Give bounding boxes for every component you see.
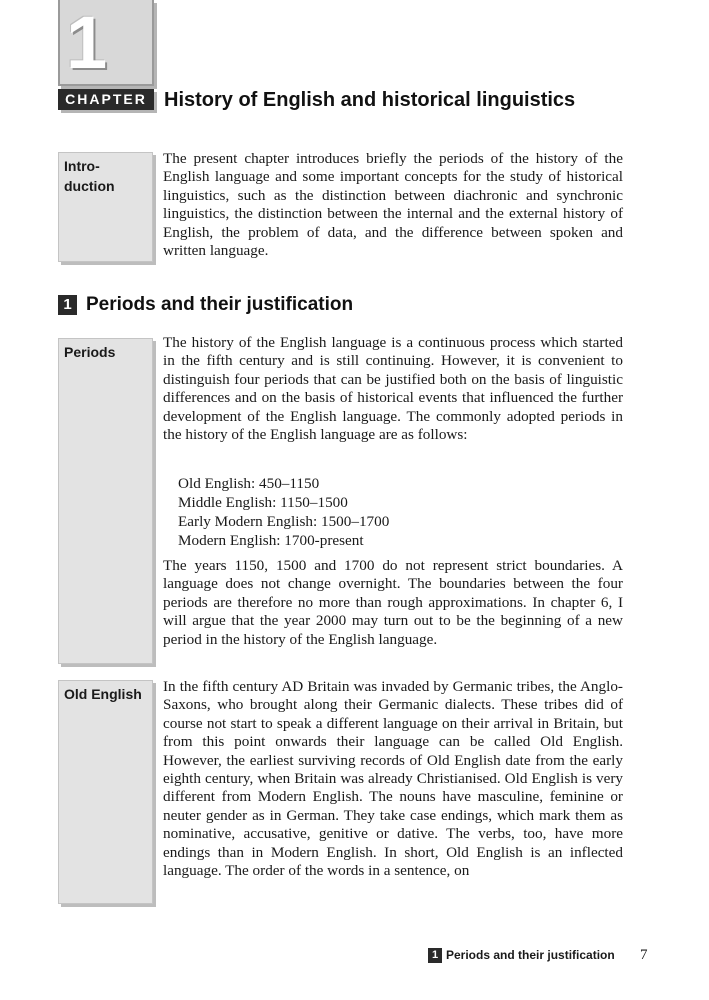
old-english-paragraph: In the fifth century AD Britain was invaded by Germanic tribes, the Anglo-Saxons, who brought along their Germanic dialects. These tribes did of course not start to speak a different language on their arrival in Britain, but from this point onwards their language can be called Old English. However, the earliest surviving records of Old English date from the early eighth century, when Britain was already Christianised. Old English is very different from Modern English. The nouns have masculine, feminine or neuter gender as in German. They take case endings, which mark them as nominative, accusative, genitive or dative. The verbs, too, have more endings than in Modern English. In short, Old English is an inflected language. The order of the words in a sentence, on [163, 678, 623, 880]
old-english-side-box [58, 680, 153, 904]
section-title: Periods and their justification [86, 294, 354, 315]
periods-side-box [58, 338, 153, 664]
chapter-number: 1 [66, 1, 108, 84]
period-list [178, 474, 478, 550]
periods-paragraph-1: The history of the English language is a continuous process which started in the fifth century and is still continuing. However, it is convenient to distinguish four periods that can be justified both on the basis of linguistic differences and on the basis of historical events that influenced the further development of the English language. The commonly adopted periods in the history of the English language are as follows: [163, 334, 623, 444]
section-heading [58, 293, 353, 317]
chapter-label: CHAPTER [58, 89, 154, 110]
period-list-item: Middle English: 1150–1500 [178, 494, 348, 511]
periods-paragraph-2: The years 1150, 1500 and 1700 do not represent strict boundaries. A language does not change overnight. The boundaries between the four periods are therefore no more than rough approximations. In chapter 6, I will argue that the year 2000 may turn out to be the beginning of a new period in the history of the English language. [163, 557, 623, 648]
old-english-side-label: Old English [64, 686, 142, 702]
period-list-item: Old English: 450–1150 [178, 475, 320, 492]
intro-side-box [58, 152, 153, 262]
footer-section-number: 1 [428, 948, 442, 963]
running-footer [428, 946, 658, 964]
chapter-title: History of English and historical linguistics [164, 89, 576, 111]
period-list-item: Early Modern English: 1500–1700 [178, 513, 390, 530]
section-number-badge: 1 [58, 295, 77, 315]
intro-side-label: Intro- duction [64, 158, 115, 194]
page-number: 7 [640, 947, 648, 963]
chapter-number-tab [58, 0, 154, 86]
period-list-item: Modern English: 1700-present [178, 532, 364, 549]
periods-side-label: Periods [64, 344, 116, 360]
footer-section-title: Periods and their justification [446, 948, 615, 962]
intro-paragraph: The present chapter introduces briefly the periods of the history of the English language and some important concepts for the study of historical linguistics, such as the distinction between diachronic and synchronic linguistics, the distinction between the internal and the external history of English, the problem of data, and the difference between spoken and written language. [163, 150, 623, 260]
